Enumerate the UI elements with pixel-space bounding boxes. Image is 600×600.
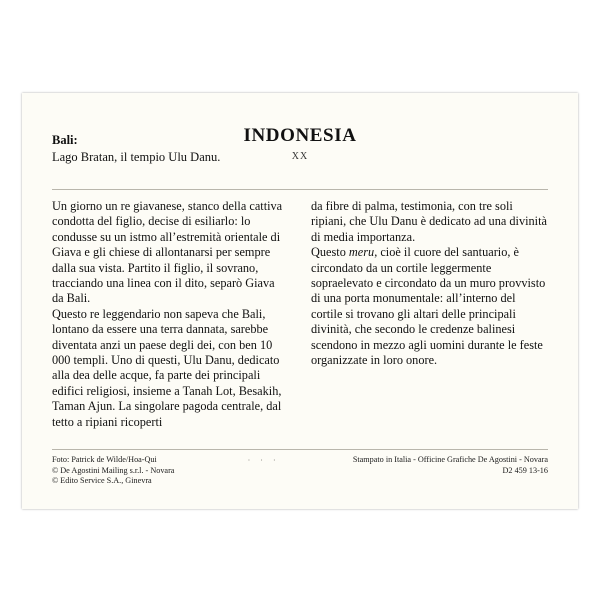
italic-term: meru: [348, 245, 375, 260]
print-line: Stampato in Italia - Officine Grafiche De Agostini - Novara: [352, 455, 548, 464]
body-columns: [52, 199, 548, 443]
print-code: D2 459 13-16: [502, 465, 548, 475]
credit-line: © De Agostini Mailing s.r.l. - Novara: [52, 465, 175, 475]
postcard-header: [36, 105, 564, 177]
caption-text: Lago Bratan, il tempio Ulu Danu.: [52, 150, 221, 164]
right-column: [311, 199, 548, 443]
credits-block: [52, 455, 174, 487]
left-column: [52, 199, 289, 443]
divider-bottom: [52, 449, 548, 450]
divider-top: [52, 189, 548, 190]
paragraph: Questo re leggendario non sapeva che Bali, lontano da essere una terra dannata, sarebbe diventata anzi un paese degli dei, con ben 10 000 templi. Uno di questi, Ulu Danu, dedicato alla dea delle acque, fa parte dei principali edifici religiosi, insieme a Tanah Lot, Besakih, Taman Ajun. La singolare pagoda centrale, dal tetto a ripiani ricoperti: [52, 306, 282, 429]
page-title: INDONESIA: [243, 125, 357, 146]
caption-block: [52, 133, 302, 165]
center-mark: XX: [291, 151, 309, 162]
print-info-block: [353, 455, 548, 476]
paragraph: Un giorno un re giavanese, stanco della cattiva condotta del figlio, decise di esiliarlo: lo condusse su un istmo all’estremità orientale di Giava e gli chiese di allontanarsi per sempre dalla sua vista. Partito il figlio, il sovrano, tracciando una linea con il dito, separò Giava da Bali.: [52, 199, 283, 306]
footer-center-mark: · · ·: [247, 456, 280, 465]
postcard-back: [22, 93, 578, 509]
credit-line: © Edito Service S.A., Ginevra: [52, 476, 152, 485]
postcard-footer: [52, 455, 548, 487]
caption-label: Bali:: [52, 133, 78, 147]
credit-line: Foto: Patrick de Wilde/Hoa-Qui: [52, 455, 157, 464]
paragraph: da fibre di palma, testimonia, con tre soli ripiani, che Ulu Danu è dedicato ad una divinità di media importanza.: [311, 199, 547, 244]
paragraph: Questo meru, cioè il cuore del santuario, è circondato da un cortile leggermente sopraelevato e circondato da un muro provvisto di una porta monumentale: all’interno del cortile si trovano gli altari delle principali divinità, che secondo le credenze balinesi scendono in mezzo agli uomini durante le feste organizzate in loro onore.: [311, 245, 546, 368]
postcard-content: [36, 105, 564, 499]
